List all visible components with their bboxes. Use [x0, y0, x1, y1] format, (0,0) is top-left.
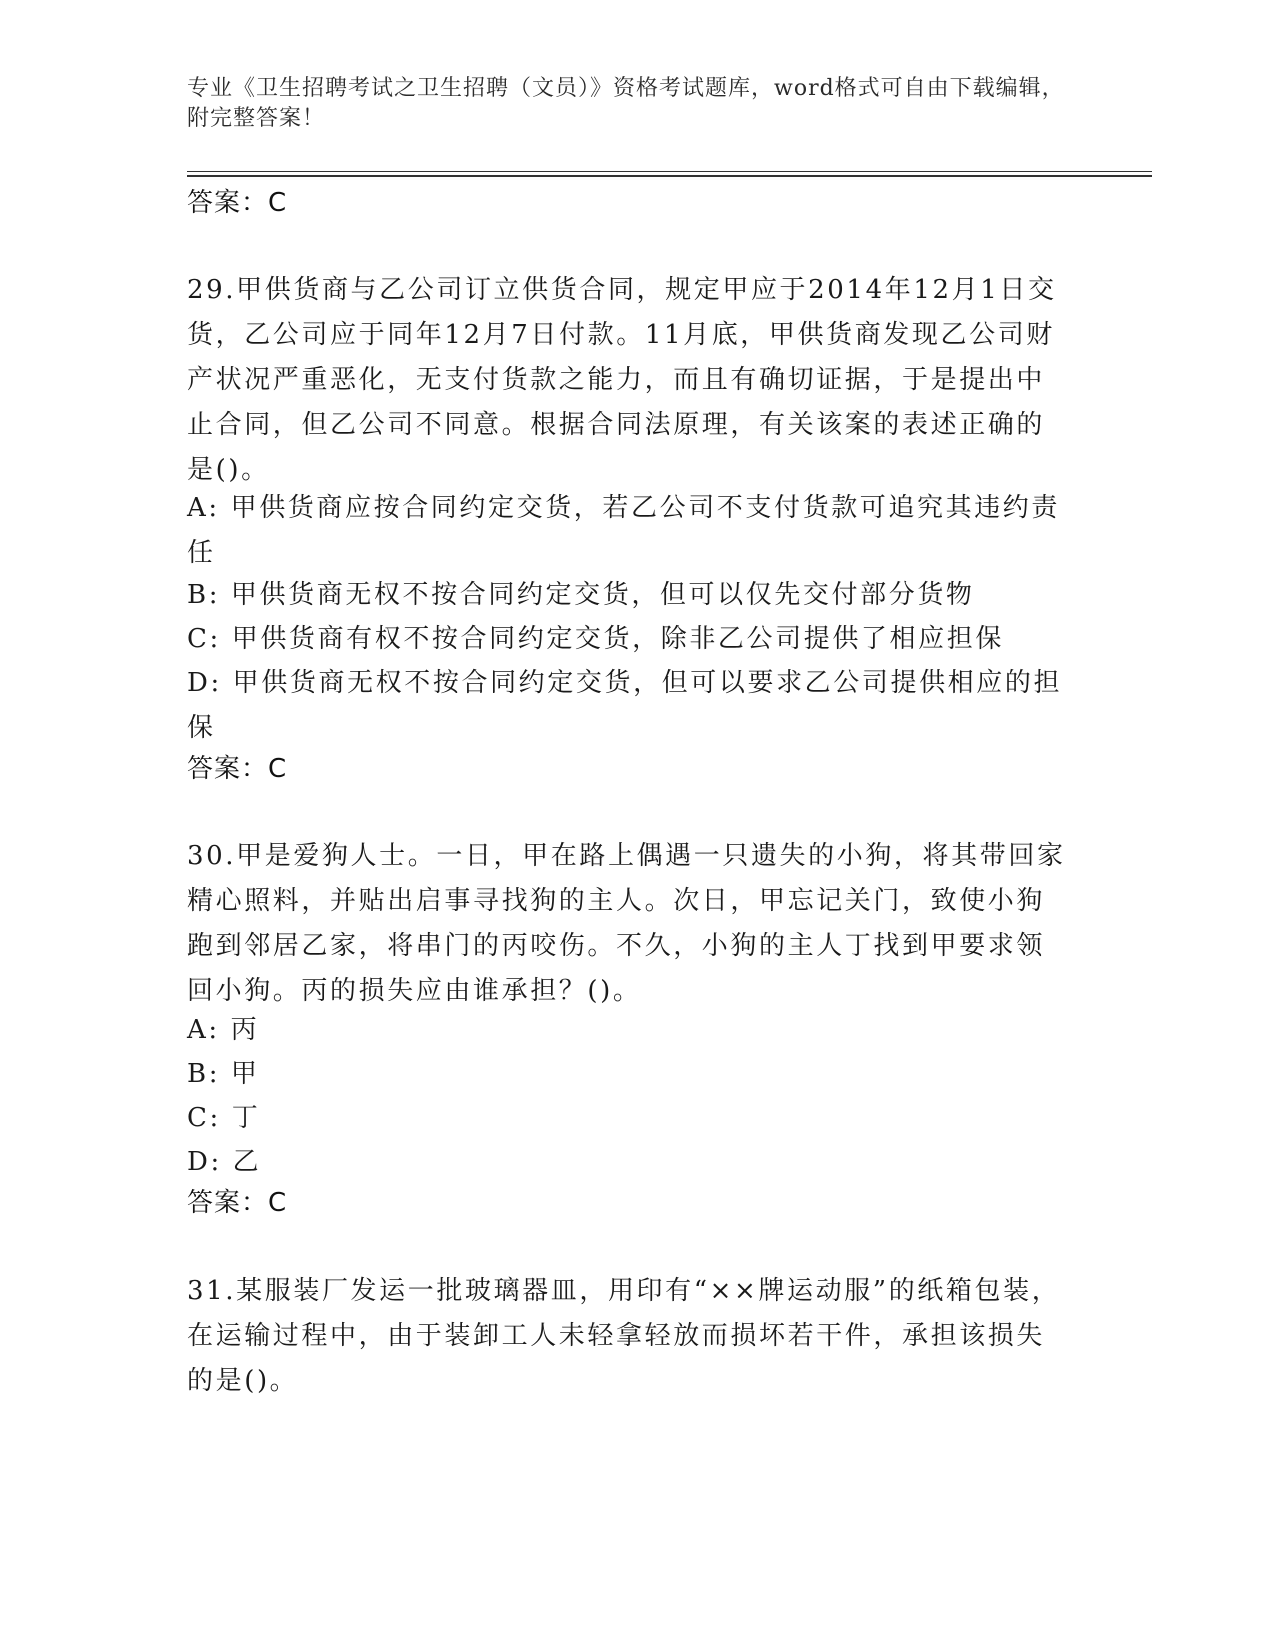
question-30-text: 30.甲是爱狗人士。一日，甲在路上偶遇一只遗失的小狗，将其带回家精心照料，并贴出启事寻找狗的主人。次日，甲忘记关门，致使小狗跑到邻居乙家，将串门的丙咬伤。不久，小狗的主人丁找到甲要求领回小狗。丙的损失应由谁承担？()。 [187, 841, 1066, 1006]
question-30-option-c: C: 丁 [187, 1103, 261, 1133]
answer-30: 答案：C [187, 1188, 288, 1218]
header-rule-thick [187, 175, 1152, 177]
header-rule-thin [187, 171, 1152, 172]
question-29-option-d: D: 甲供货商无权不按合同约定交货，但可以要求乙公司提供相应的担保 [187, 668, 1063, 743]
question-30-option-a: A: 丙 [187, 1015, 260, 1045]
answer-29: 答案：C [187, 754, 288, 784]
question-29-text: 29.甲供货商与乙公司订立供货合同，规定甲应于2014年12月1日交货，乙公司应于同年12月7日付款。11月底，甲供货商发现乙公司财产状况严重恶化，无支付货款之能力，而且有确切证据，于是提出中止合同，但乙公司不同意。根据合同法原理，有关该案的表述正确的是()。 [187, 275, 1057, 485]
question-30-option-b: B: 甲 [187, 1059, 260, 1089]
question-31-text: 31.某服装厂发运一批玻璃器皿，用印有“××牌运动服”的纸箱包装，在运输过程中，由于装卸工人未轻拿轻放而损坏若干件，承担该损失的是()。 [187, 1276, 1061, 1396]
question-29-option-c: C: 甲供货商有权不按合同约定交货，除非乙公司提供了相应担保 [187, 624, 1004, 654]
question-29-option-b: B: 甲供货商无权不按合同约定交货，但可以仅先交付部分货物 [187, 580, 975, 610]
answer-previous: 答案：C [187, 188, 288, 218]
document-header: 专业《卫生招聘考试之卫生招聘（文员）》资格考试题库，word格式可自由下载编辑，附完整答案！ [187, 76, 1065, 131]
question-29-option-a: A: 甲供货商应按合同约定交货，若乙公司不支付货款可追究其违约责任 [187, 493, 1061, 568]
question-30-option-d: D: 乙 [187, 1147, 262, 1177]
